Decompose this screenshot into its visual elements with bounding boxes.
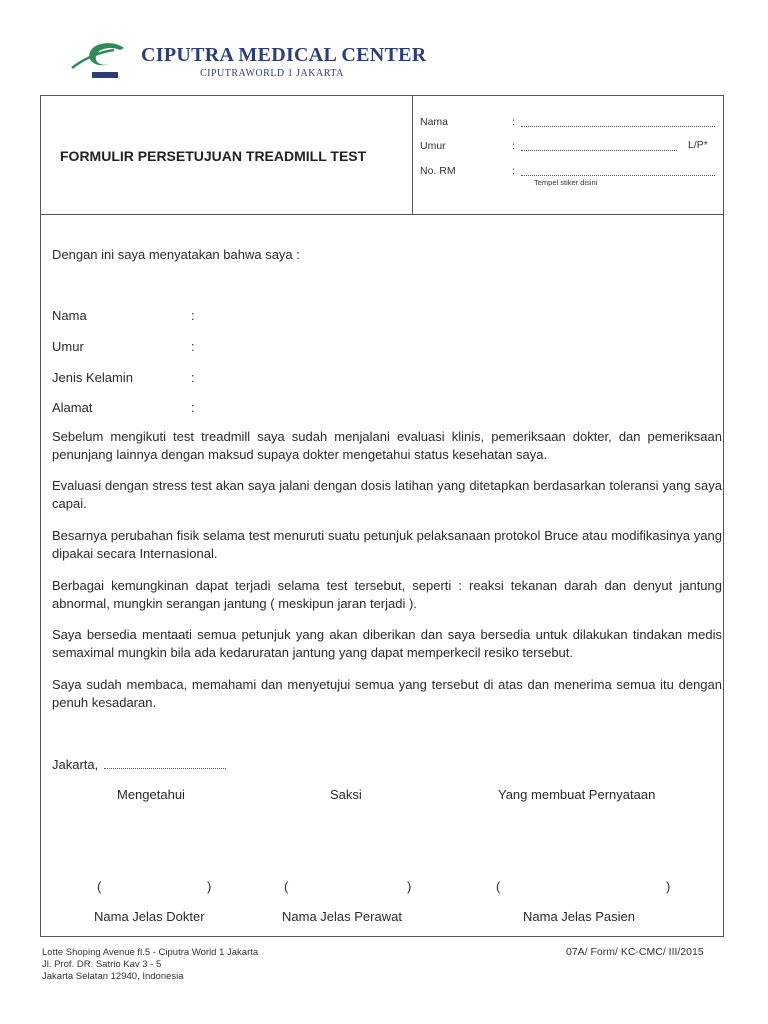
sticker-umur-colon: : <box>512 140 515 152</box>
sticker-note: Tempel stiker disini <box>534 178 598 187</box>
name-nurse-label: Nama Jelas Perawat <box>282 909 402 924</box>
paragraph-6: Saya sudah membaca, memahami dan menyetujui semua yang tersebut di atas dan menerima semua itu dengan penuh kesadaran. <box>52 677 722 710</box>
field-nama-colon: : <box>191 308 195 323</box>
field-jenis-kelamin-label: Jenis Kelamin <box>52 370 133 385</box>
footer-address-line-2: Jl. Prof. DR. Satrio Kav 3 - 5 <box>42 959 162 970</box>
sig-nurse-close: ) <box>407 879 412 894</box>
paragraph-5: Saya bersedia mentaati semua petunjuk yang akan diberikan dan saya bersedia untuk dilakukan tindakan medis semaximal mungkin bila ada kedaruratan jantung yang dapat memperkecil resiko tersebut. <box>52 627 722 660</box>
field-alamat-label: Alamat <box>52 400 93 415</box>
sticker-rm-label: No. RM <box>420 165 456 177</box>
role-pembuat-pernyataan: Yang membuat Pernyataan <box>498 787 656 802</box>
sticker-rm-colon: : <box>512 165 515 177</box>
paragraph-3: Besarnya perubahan fisik selama test menuruti suatu petunjuk pelaksanaan protokol Bruce atau modifikasinya yang dipakai secara Internasional. <box>52 528 722 561</box>
field-umur-colon: : <box>191 339 195 354</box>
place-date-label: Jakarta, <box>52 757 99 772</box>
paragraph-4: Berbagai kemungkinan dapat terjadi selama test tersebut, seperti : reaksi tekanan darah dan denyut jantung abnormal, mungkin serangan jantung ( meskipun jaran terjadi ). <box>52 578 722 611</box>
ciputra-logo-icon <box>64 38 134 82</box>
sticker-nama-line[interactable] <box>521 126 715 127</box>
field-nama-label: Nama <box>52 308 87 323</box>
sticker-umur-line[interactable] <box>521 150 677 151</box>
footer-address-line-1: Lotte Shoping Avenue fl.5 - Ciputra World 1 Jakarta <box>42 947 259 958</box>
sticker-umur-label: Umur <box>420 140 446 152</box>
form-frame <box>40 95 724 937</box>
field-alamat-colon: : <box>191 400 195 415</box>
header-vertical-divider <box>412 95 413 215</box>
sig-doctor-open: ( <box>97 879 102 894</box>
name-doctor-label: Nama Jelas Dokter <box>94 909 205 924</box>
sig-patient-close: ) <box>666 879 671 894</box>
sticker-rm-line[interactable] <box>521 175 715 176</box>
intro-text: Dengan ini saya menyatakan bahwa saya : <box>52 247 300 262</box>
sig-nurse-open: ( <box>284 879 289 894</box>
form-code: 07A/ Form/ KC-CMC/ III/2015 <box>566 946 704 958</box>
name-patient-label: Nama Jelas Pasien <box>523 909 635 924</box>
gender-suffix: L/P* <box>688 139 708 151</box>
sig-doctor-close: ) <box>207 879 212 894</box>
org-name: CIPUTRA MEDICAL CENTER <box>141 44 427 66</box>
sticker-nama-colon: : <box>512 116 515 128</box>
form-title: FORMULIR PERSETUJUAN TREADMILL TEST <box>60 148 367 164</box>
date-line[interactable] <box>104 768 226 769</box>
role-saksi: Saksi <box>330 787 362 802</box>
header-divider <box>40 214 724 215</box>
paragraph-2: Evaluasi dengan stress test akan saya jalani dengan dosis latihan yang ditetapkan berdasarkan toleransi yang saya capai. <box>52 478 722 511</box>
sticker-nama-label: Nama <box>420 116 449 128</box>
field-umur-label: Umur <box>52 339 84 354</box>
sig-patient-open: ( <box>496 879 501 894</box>
paragraph-1: Sebelum mengikuti test treadmill saya sudah menjalani evaluasi klinis, pemeriksaan dokter, dan pemeriksaan penunjang lainnya dengan maksud supaya dokter mengetahui status kesehatan saya. <box>52 429 722 462</box>
role-mengetahui: Mengetahui <box>117 787 185 802</box>
footer-address-line-3: Jakarta Selatan 12940, Indonesia <box>42 971 184 982</box>
field-jenis-kelamin-colon: : <box>191 370 195 385</box>
org-subtitle: CIPUTRAWORLD 1 JAKARTA <box>200 68 344 79</box>
